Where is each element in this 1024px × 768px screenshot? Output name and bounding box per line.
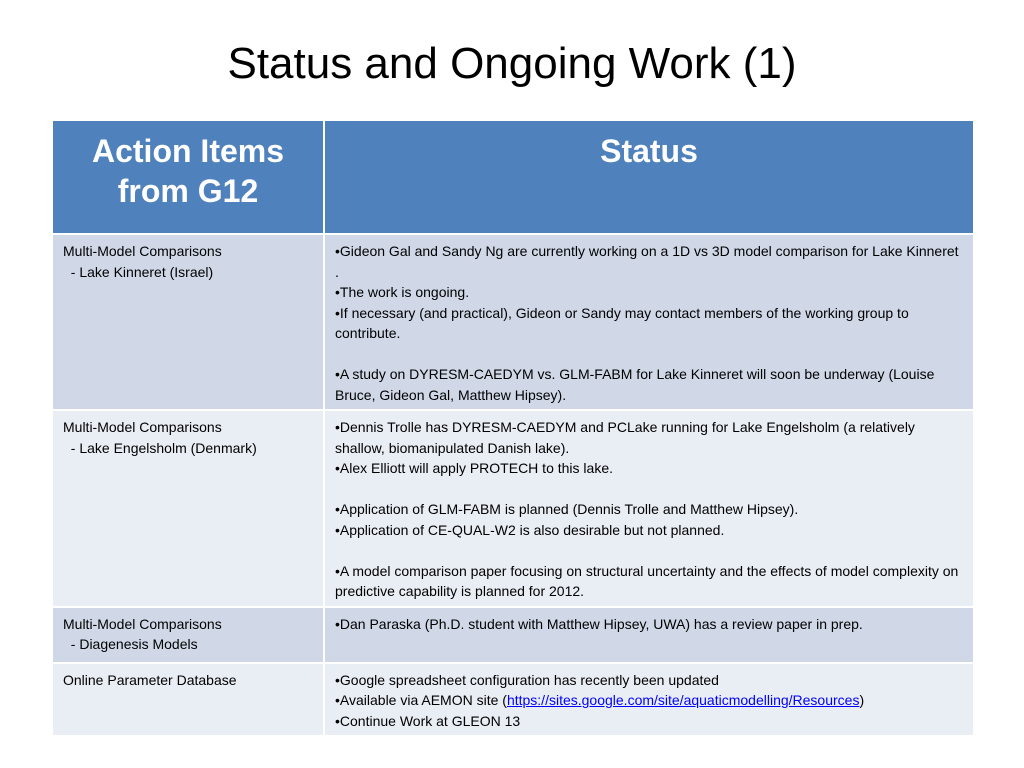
status-bullet-with-link: [335, 690, 963, 711]
status-spacer: [335, 479, 963, 500]
table-row: [52, 607, 974, 663]
action-item-subtitle: - Lake Engelsholm (Denmark): [63, 439, 257, 456]
header-status: Status: [324, 120, 974, 234]
status-bullet: •Application of CE-QUAL-W2 is also desirable but not planned.: [335, 521, 725, 538]
status-spacer: [335, 344, 963, 365]
slide-title: Status and Ongoing Work (1): [227, 39, 797, 88]
status-bullet: •If necessary (and practical), Gideon or Sandy may contact members of the working group to contribute.: [335, 304, 913, 341]
action-item-cell: [52, 234, 324, 410]
status-bullet: •Continue Work at GLEON 13: [335, 712, 521, 729]
status-bullet: •Alex Elliott will apply PROTECH to this lake.: [335, 460, 613, 476]
action-item-cell: [52, 410, 324, 607]
table-row: [52, 663, 974, 737]
action-item-title: Multi-Model Comparisons: [63, 615, 222, 632]
status-bullet: •A model comparison paper focusing on structural uncertainty and the effects of model complexity on predictive capability is planned for 2012.: [335, 562, 963, 599]
table-header-row: [52, 120, 974, 234]
link-prefix: •Available via AEMON site (: [335, 692, 507, 708]
status-cell: [324, 410, 974, 607]
resources-link[interactable]: https://sites.google.com/site/aquaticmodelling/Resources: [506, 692, 860, 708]
action-item-title: Online Parameter Database: [63, 671, 237, 688]
status-spacer: [335, 540, 963, 561]
status-bullet: •Dennis Trolle has DYRESM-CAEDYM and PCLake running for Lake Engelsholm (a relatively shallow, biomanipulated Danish lake).: [335, 419, 919, 456]
status-cell: [324, 663, 974, 737]
status-bullet: •The work is ongoing.: [335, 284, 470, 300]
action-item-cell: [52, 663, 324, 737]
action-item-cell: [52, 607, 324, 663]
status-cell: [324, 234, 974, 410]
table-row: [52, 234, 974, 410]
status-table: [51, 119, 975, 737]
status-bullet: •Google spreadsheet configuration has recently been updated: [335, 671, 719, 688]
action-item-subtitle: - Lake Kinneret (Israel): [63, 263, 214, 280]
status-bullet: •Dan Paraska (Ph.D. student with Matthew Hipsey, UWA) has a review paper in prep.: [335, 615, 863, 632]
status-bullet: •Gideon Gal and Sandy Ng are currently working on a 1D vs 3D model comparison for Lake Kinneret .: [335, 243, 963, 280]
action-item-title: Multi-Model Comparisons: [63, 419, 222, 435]
action-item-title: Multi-Model Comparisons: [63, 243, 222, 259]
link-suffix: ): [859, 692, 865, 708]
header-action-items: Action Items from G12: [52, 120, 324, 234]
status-cell: [324, 607, 974, 663]
action-item-subtitle: - Diagenesis Models: [63, 636, 198, 652]
status-bullet: •A study on DYRESM-CAEDYM vs. GLM-FABM for Lake Kinneret will soon be underway (Louise Bruce, Gideon Gal, Matthew Hipsey).: [335, 366, 939, 403]
table-row: [52, 410, 974, 607]
status-bullet: •Application of GLM-FABM is planned (Dennis Trolle and Matthew Hipsey).: [335, 501, 799, 517]
